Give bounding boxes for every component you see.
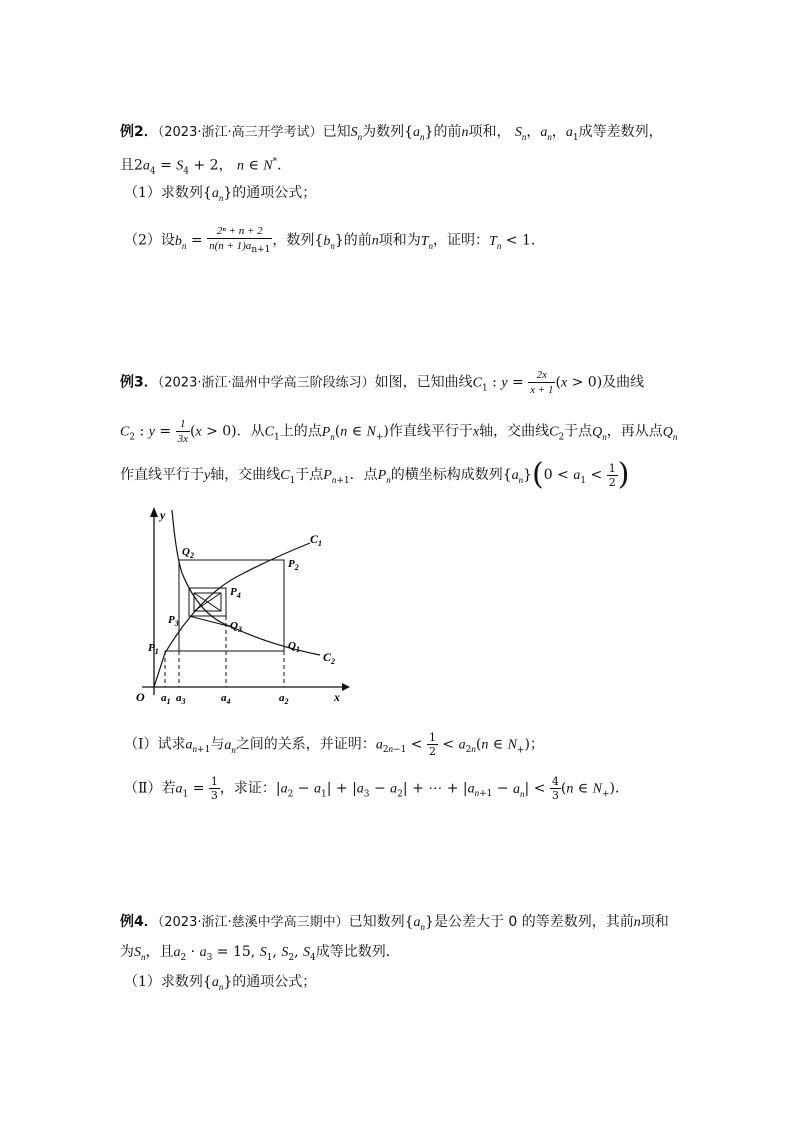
- x-axis-arrow: [342, 683, 350, 691]
- example3-stem-line2: $C_2$ : y = $\frac{1}{3x}$ (x > 0)．从$C_1$上的点$P_n(n$ ∈ $N_+$)作直线平行于x轴，交曲线$C_2$于点$Q_n$，再从点$Q_n$: [120, 418, 678, 445]
- example3-partI: （Ⅰ）试求$a_{n+1}$与$a_n$之间的关系，并证明：$a_{2n-1}$ < $\frac{1}{2}$ < $a_{2n}(n$ ∈ $N_+$)；: [124, 731, 544, 758]
- tick-a1: $a_1$: [161, 692, 171, 705]
- axis-label-y: y: [160, 508, 166, 522]
- axis-label-x: x: [334, 690, 340, 704]
- example4-label: 例4: [120, 914, 144, 930]
- example4-source: （2023·浙江·慈溪中学高三期中）: [157, 915, 349, 930]
- example4-part1: （1）求数列$\{a_n\}$的通项公式；: [124, 974, 317, 992]
- example2-source: （2023·浙江·高三开学考试）: [157, 125, 323, 140]
- example2-part2: （2）设$b_n$ = $\frac{\text{2ⁿ + n + 2}}{n(n + 1)a_{n+1}}$ ，数列$\{b_n\}$的前n项和为$T_n$，证明：$T_n < 1$．: [124, 225, 545, 256]
- label-p1: $P_1$: [148, 642, 159, 656]
- tick-a4: $a_4$: [221, 692, 231, 705]
- example3-stem-line1: 例3．（2023·浙江·温州中学高三阶段练习）如图，已知曲线$C_1$ : y = $\frac{2x}{x + 1}$ (x > 0)及曲线: [120, 369, 645, 396]
- example3-source: （2023·浙江·温州中学高三阶段练习）: [157, 375, 375, 391]
- label-c2: $C_2$: [323, 650, 336, 666]
- example3-partII: （Ⅱ）若$a_1$ = $\frac{1}{3}$ ，求证：$|a_2 - a_1| + |a_3 - a_2|$ + ⋯ + $|a_{n+1} - a_n|$ < $\frac{4}{3}$ (n ∈ $N_+$)．: [124, 775, 629, 802]
- label-q3: $Q_3$: [230, 620, 242, 634]
- label-q1: $Q_1$: [288, 640, 300, 654]
- example4-stem-line2: 为$S_n$，且$a_2 \cdot a_3 = 15$, $S_1$, $S_2$, $S_4$成等比数列．: [120, 944, 400, 963]
- tick-a2: $a_2$: [279, 692, 289, 705]
- label-p2: $P_2$: [288, 558, 299, 572]
- example2-part1: （1）求数列$\{a_n\}$的通项公式；: [124, 185, 317, 203]
- label-p3: $P_3$: [168, 614, 179, 628]
- curve-figure: [120, 505, 360, 705]
- example2-label: 例2: [120, 124, 144, 140]
- label-q2: $Q_2$: [182, 546, 194, 560]
- tick-a3: $a_3$: [176, 692, 186, 705]
- axes: [142, 507, 350, 695]
- label-c1: $C_1$: [310, 532, 323, 548]
- example2-stem-line1: 例2．（2023·浙江·高三开学考试）已知$S_n$为数列$\{a_n\}$的前n项和， $S_n$，$a_n$，$a_1$成等差数列，: [120, 124, 663, 143]
- example2-stem-line2: 且$2a_4 = S_4 + 2$， n ∈ N*．: [120, 157, 292, 177]
- example3-stem-line3: 作直线平行于y轴，交曲线$C_1$于点$P_{n+1}$．点$P_n$的横坐标构成数列$\{a_n\}(0 < a_1$ < $\frac{1}{2}$ ): [120, 457, 630, 492]
- origin-label: O: [136, 690, 145, 704]
- example4-stem-line1: 例4．（2023·浙江·慈溪中学高三期中）已知数列$\{a_n\}$是公差大于 0 的等差数列，其前n项和: [120, 914, 669, 932]
- example3-label: 例3: [120, 374, 144, 391]
- y-axis-arrow: [150, 507, 158, 517]
- bn-fraction: $\frac{\text{2ⁿ + n + 2}}{n(n + 1)a_{n+1}}$: [209, 225, 271, 256]
- curve-c2: [172, 510, 323, 655]
- label-p4: $P_4$: [230, 586, 241, 600]
- curve-c1: [154, 543, 310, 687]
